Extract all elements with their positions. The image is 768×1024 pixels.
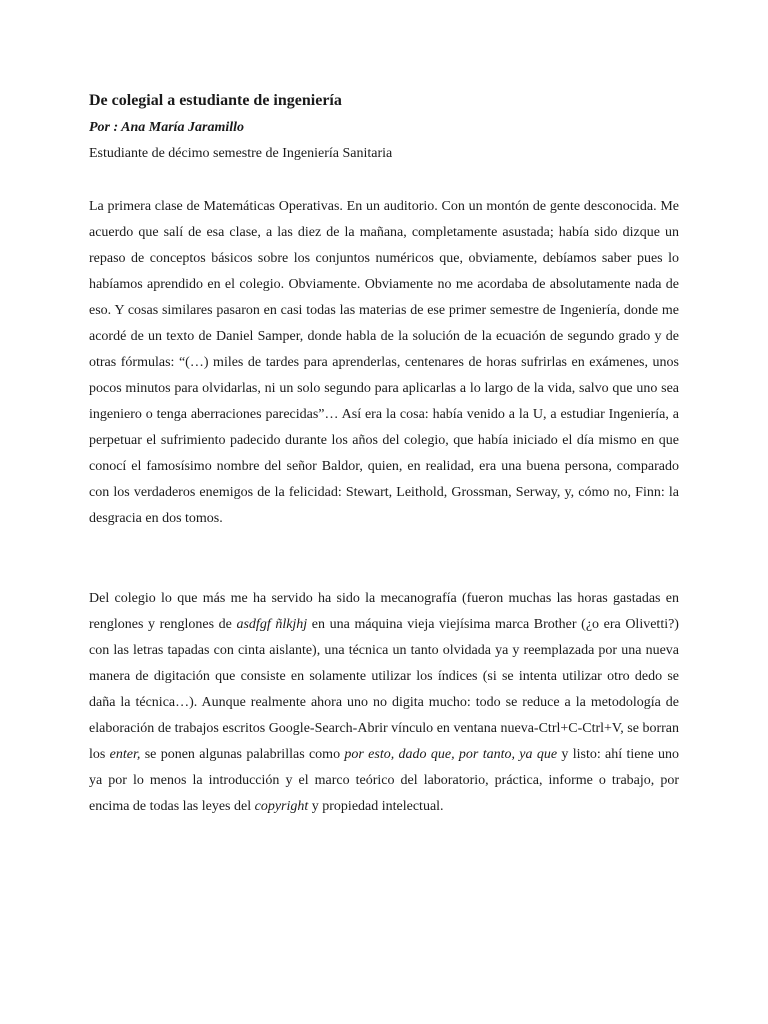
italic-phrase: enter, (109, 747, 141, 762)
paragraph-text: La primera clase de Matemáticas Operativas. En un auditorio. Con un montón de gente desconocida. Me acuerdo que salí de esa clase, a las diez de la mañana, completamente asustada; había sido dizque un repaso de conceptos básicos sobre los conjuntos numéricos que, obviamente, debíamos saber pues lo habíamos aprendido en el colegio. Obviamente. Obviamente no me acordaba de absolutamente nada de eso. Y cosas similares pasaron en casi todas las materias de ese primer semestre de Ingeniería, donde me acordé de un texto de Daniel Samper, donde habla de la solución de la ecuación de segundo grado y de otras fórmulas: “(…) miles de tardes para aprenderlas, centenares de horas sufrirlas en exámenes, unos pocos minutos para olvidarlas, ni un solo segundo para aplicarlas a lo largo de la vida, salvo que uno sea ingeniero o tenga aberraciones parecidas”… Así era la cosa: había venido a la U, a estudiar Ingeniería, a perpetuar el sufrimiento padecido durante los años del colegio, que había iniciado el día mismo en que conocí el famosísimo nombre del señor Baldor, quien, en realidad, era una buena persona, comparado con los verdaderos enemigos de la felicidad: Stewart, Leithold, Grossman, Serway, y, cómo no, Finn: la desgracia en dos tomos. (89, 199, 679, 526)
body-paragraph-2 (89, 586, 679, 820)
paragraph-text: se ponen algunas palabrillas como (140, 747, 345, 762)
body-paragraph-1 (89, 194, 679, 532)
document-title: De colegial a estudiante de ingeniería (89, 92, 342, 109)
author-affiliation: Estudiante de décimo semestre de Ingeniería Sanitaria (89, 146, 393, 161)
author-line: Por : Ana María Jaramillo (89, 120, 245, 135)
italic-phrase: copyright (254, 799, 309, 814)
document-page (89, 88, 679, 820)
paragraph-text: y propiedad intelectual. (308, 799, 444, 814)
italic-phrase: por esto, dado que, por tanto, ya que (344, 747, 558, 762)
paragraph-text: y listo: ahí tiene uno ya por lo menos la introducción y el marco teórico del laboratorio, práctica, informe o trabajo, por encima de todas las leyes del (89, 747, 680, 814)
italic-phrase: asdfgf ñlkjhj (236, 617, 308, 632)
paragraph-text: Del colegio lo que más me ha servido ha sido la mecanografía (fueron muchas las horas gastadas en renglones y renglones de (89, 591, 679, 632)
paragraph-text: en una máquina vieja viejísima marca Brother (¿o era Olivetti?) con las letras tapadas con cinta aislante), una técnica un tanto olvidada ya y reemplazada por una nueva manera de digitación que consiste en solamente utilizar los índices (si se intenta utilizar otro dedo se daña la técnica…). Aunque realmente ahora uno no digita mucho: todo se reduce a la metodología de elaboración de trabajos escritos Google-Search-Abrir vínculo en ventana nueva-Ctrl+C-Ctrl+V, se borran los (89, 617, 679, 762)
